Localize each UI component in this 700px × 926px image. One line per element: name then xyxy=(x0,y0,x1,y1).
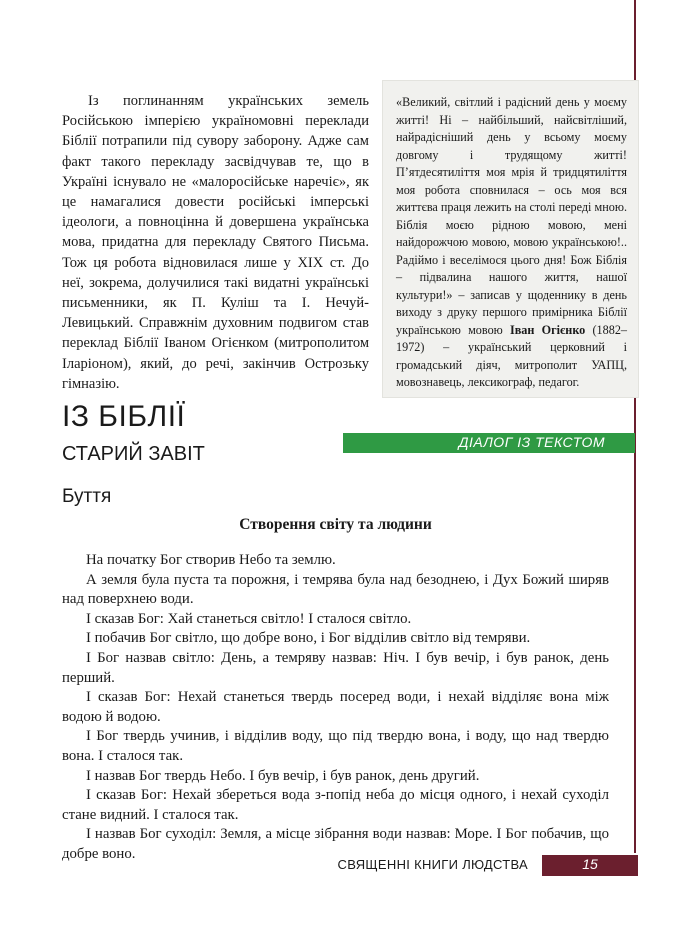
chapter-title: Створення світу та людини xyxy=(239,516,432,533)
dialog-label: ДІАЛОГ ІЗ ТЕКСТОМ xyxy=(458,434,605,450)
footer-book-label: СВЯЩЕННІ КНИГИ ЛЮДСТВА xyxy=(337,857,528,872)
dialog-banner xyxy=(343,433,635,453)
verse: І назвав Бог твердь Небо. І був вечір, і був ранок, день другий. xyxy=(86,767,480,784)
verse: І Бог твердь учинив, і відділив воду, що під твердю вона, і воду, що над твердю вона. І сталося так. xyxy=(62,728,609,764)
quote-author: Іван Огієнко xyxy=(509,322,586,337)
verse: І назвав Бог суходіл: Земля, а місце зібрання води назвав: Море. І Бог побачив, що добре воно. xyxy=(62,826,609,862)
verse: І сказав Бог: Нехай збереться вода з-попід неба до місця одного, і нехай суходіл стане видний. І сталося так. xyxy=(62,787,609,823)
scripture-text xyxy=(62,551,609,865)
verse: І побачив Бог світло, що добре воно, і Бог відділив світло від темряви. xyxy=(86,630,531,647)
verse: І Бог назвав світло: День, а темряву назвав: Ніч. І був вечір, і був ранок, день перший. xyxy=(62,649,609,686)
page-number: 15 xyxy=(582,856,598,872)
verse: І сказав Бог: Нехай станеться твердь посеред води, і нехай відділяє вона між водою й водою. xyxy=(62,689,609,725)
quote-text: «Великий, світлий і радісний день у моєму житті! Ні – найбільший, найсвітліший, найрадісніший день у всьому моєму довгому і трудящому житті! П’ятдесятиліття моя мрія й тридцятиліття моя робота сповнилася – ось моя вся життєва праця лежить на столі переді мною. Біблія моєю рідною мовою, мені найдорожчою мовою, мовою українською!.. Радіймо і веселімося цього дня! Бож Біблія – підвалина нашого життя, нашої культури!» – записав у щоденнику в день виходу з друку першого примірника Біблії українською мовою xyxy=(396,95,627,337)
intro-paragraph: Із поглинанням українських земель Російською імперією україномовні переклади Біблії потрапили під сувору заборону. Адже сам факт такого перекладу засвідчував те, що в Україні існувало не «малоросійське наречіє», як це намагалися довести російські імперські ідеологи, а повноцінна й довершена українська мова, придатна для перекладу Святого Письма. Тож ця робота відновилася лише у XIX ст. До неї, зокрема, долучилися такі видатні українські письменники, як П. Куліш та І. Нечуй-Левицький. Справжнім духовним подвигом став переклад Біблії Іваном Огієнком (митрополитом Іларіоном), який, до речі, закінчив Острозьку гімназію. xyxy=(62,93,369,392)
quote-box xyxy=(382,80,639,398)
verse: На початку Бог створив Небо та землю. xyxy=(86,552,336,568)
quote-paragraph xyxy=(396,94,627,392)
section-title: ІЗ БІБЛІЇ xyxy=(62,400,186,433)
verse: І сказав Бог: Хай станеться світло! І сталося світло. xyxy=(86,610,412,627)
subsection-title: СТАРИЙ ЗАВІТ xyxy=(62,443,205,465)
page-number-badge xyxy=(542,855,638,876)
quote-author-details: (1882–1972) – український церковний і громадський діяч, митрополит УАПЦ, мовознавець, лексикограф, педагог. xyxy=(396,322,628,389)
verse: А земля була пуста та порожня, і темрява була над безоднею, і Дух Божий ширяв над поверхнею води. xyxy=(62,571,609,608)
book-title: Буття xyxy=(62,486,112,507)
